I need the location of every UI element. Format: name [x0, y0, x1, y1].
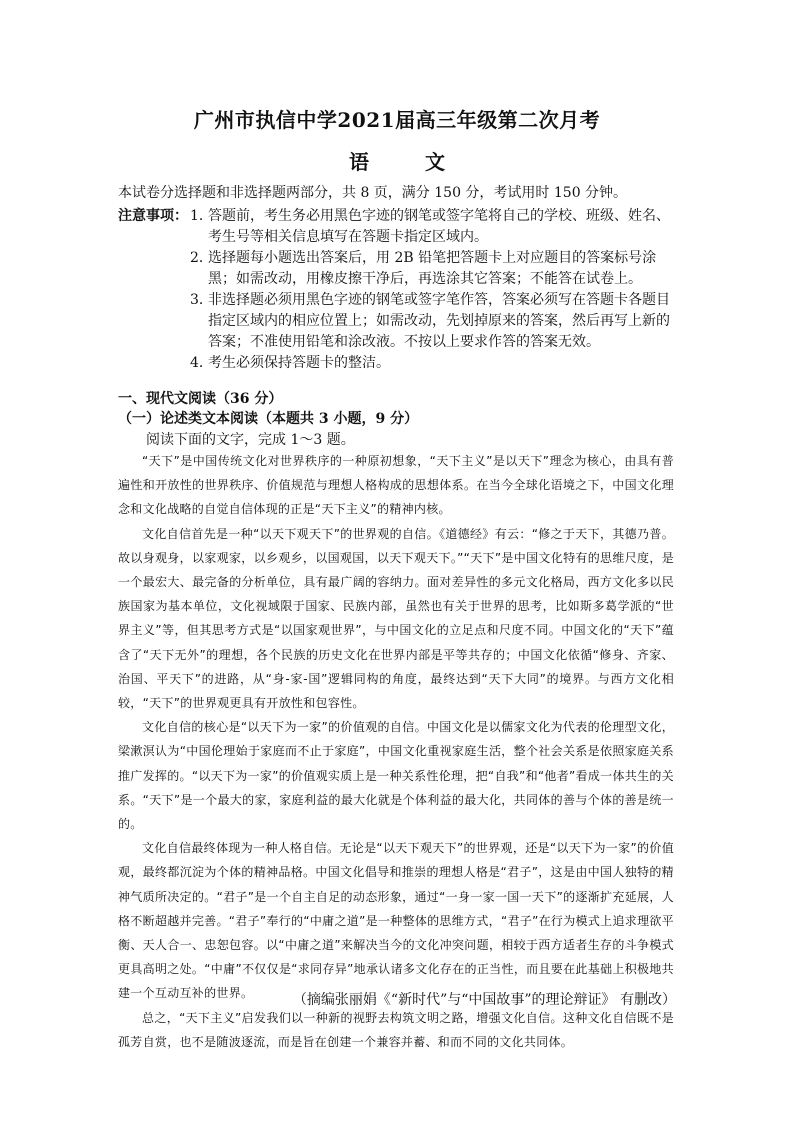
passage-paragraph: “天下”是中国传统文化对世界秩序的一种原初想象，“天下主义”是以天下”理念为核心，由具有普遍性和开放性的世界秩序、价值规范与理想人格构成的思想体系。在当今全球化语境之下，中国文化理念和文化战略的自觉自信体现的正是“天下主义”的精神内核。 — [118, 454, 674, 517]
note-number: 3． — [190, 292, 213, 308]
exam-title: 广州市执信中学2021届高三年级第二次月考 — [193, 108, 601, 132]
subject-title: 语 文 — [349, 150, 463, 174]
note-text: 选择题每小题选出答案后，用 2B 铅笔把答题卡上对应题目的答案标号涂黑；如需改动，用橡皮擦干净后，再选涂其它答案；不能答在试卷上。 — [208, 250, 657, 287]
reading-instruction: 阅读下面的文字，完成 1～3 题。 — [146, 432, 355, 448]
passage-body — [118, 449, 674, 1054]
note-text: 答题前，考生务必用黑色字迹的钢笔或签字笔将自己的学校、班级、姓名、考生号等相关信息填写在答题卡指定区域内。 — [208, 208, 670, 245]
note-number: 1． — [190, 208, 213, 224]
note-number: 2． — [190, 250, 213, 266]
note-number: 4． — [190, 355, 213, 371]
section-heading: 一、现代文阅读（36 分） — [118, 391, 283, 407]
passage-paragraph: 文化自信最终体现为一种人格自信。无论是“以天下观天下”的世界观，还是“以天下为一家”的价值观，最终都沉淀为个体的精神品格。中国文化倡导和推崇的理想人格是“君子”，这是由中国人独特的精神气质所决定的。“君子”是一个自主自足的动态形象，通过“一身一家一国一天下”的逐渐扩充延展，人格不断超越并完善。“君子”奉行的“中庸之道”是一种整体的思维方式，“君子”在行为模式上追求理欲平衡、天人合一、忠恕包容。以“中庸之道”来解决当今的文化冲突问题，相较于西方适者生存的斗争模式更具高明之处。“中庸”不仅仅是“求同存异”地承认诸多文化存在的正当性，而且要在此基础上积极地共建一个互动互补的世界。 — [118, 841, 674, 1001]
passage-paragraph: 文化自信的核心是“以天下为一家”的价值观的自信。中国文化是以儒家文化为代表的伦理型文化，梁漱溟认为“中国伦理始于家庭而不止于家庭”，中国文化重视家庭生活，整个社会关系是依照家庭关系推广发挥的。“以天下为一家”的价值观实质上是一种关系性伦理，把“自我”和“他者”看成一体共生的关系。“天下”是一个最大的家，家庭利益的最大化就是个体利益的最大化，共同体的善与个体的善是统一的。 — [118, 720, 674, 832]
note-text: 考生必须保持答题卡的整洁。 — [208, 355, 390, 371]
exam-intro: 本试卷分选择题和非选择题两部分，共 8 页，满分 150 分，考试用时 150 分钟。 — [118, 185, 628, 201]
passage-source: （摘编张丽娟《“新时代”与“中国故事”的理论辩证》 有删改） — [292, 992, 676, 1008]
notes-heading: 注意事项： — [118, 208, 188, 224]
note-text: 非选择题必须用黑色字迹的钢笔或签字笔作答，答案必须写在答题卡各题目指定区域内的相应位置上；如需改动，先划掉原来的答案，然后再写上新的答案；不准使用铅笔和涂改液。不按以上要求作答的答案无效。 — [208, 292, 670, 350]
passage-paragraph: 文化自信首先是一种“以天下观天下”的世界观的自信。《道德经》有云：“修之于天下，其德乃普。故以身观身，以家观家，以乡观乡，以国观国，以天下观天下。”“天下”是中国文化特有的思维尺度，是一个最宏大、最完备的分析单位，具有最广阔的容纳力。面对差异性的多元文化格局，西方文化多以民族国家为基本单位，文化视域限于国家、民族内部，虽然也有关于世界的思考，比如斯多葛学派的“世界主义”等，但其思考方式是“以国家观世界”，与中国文化的立足点和尺度不同。中国文化的“天下”蕴含了“天下无外”的理想，各个民族的历史文化在世界内部是平等共存的；中国文化依循“修身、齐家、治国、平天下”的进路，从“身-家-国”逻辑同构的角度，最终达到“天下大同”的境界。与西方文化相较，“天下”的世界观更具有开放性和包容性。 — [118, 526, 674, 711]
passage-paragraph: 总之，“天下主义”启发我们以一种新的视野去构筑文明之路，增强文化自信。这种文化自信既不是孤芳自赏，也不是随波逐流，而是旨在创建一个兼容并蓄、和而不同的文化共同体。 — [118, 1010, 674, 1049]
subsection-heading: （一）论述类文本阅读（本题共 3 小题，9 分） — [118, 411, 419, 427]
